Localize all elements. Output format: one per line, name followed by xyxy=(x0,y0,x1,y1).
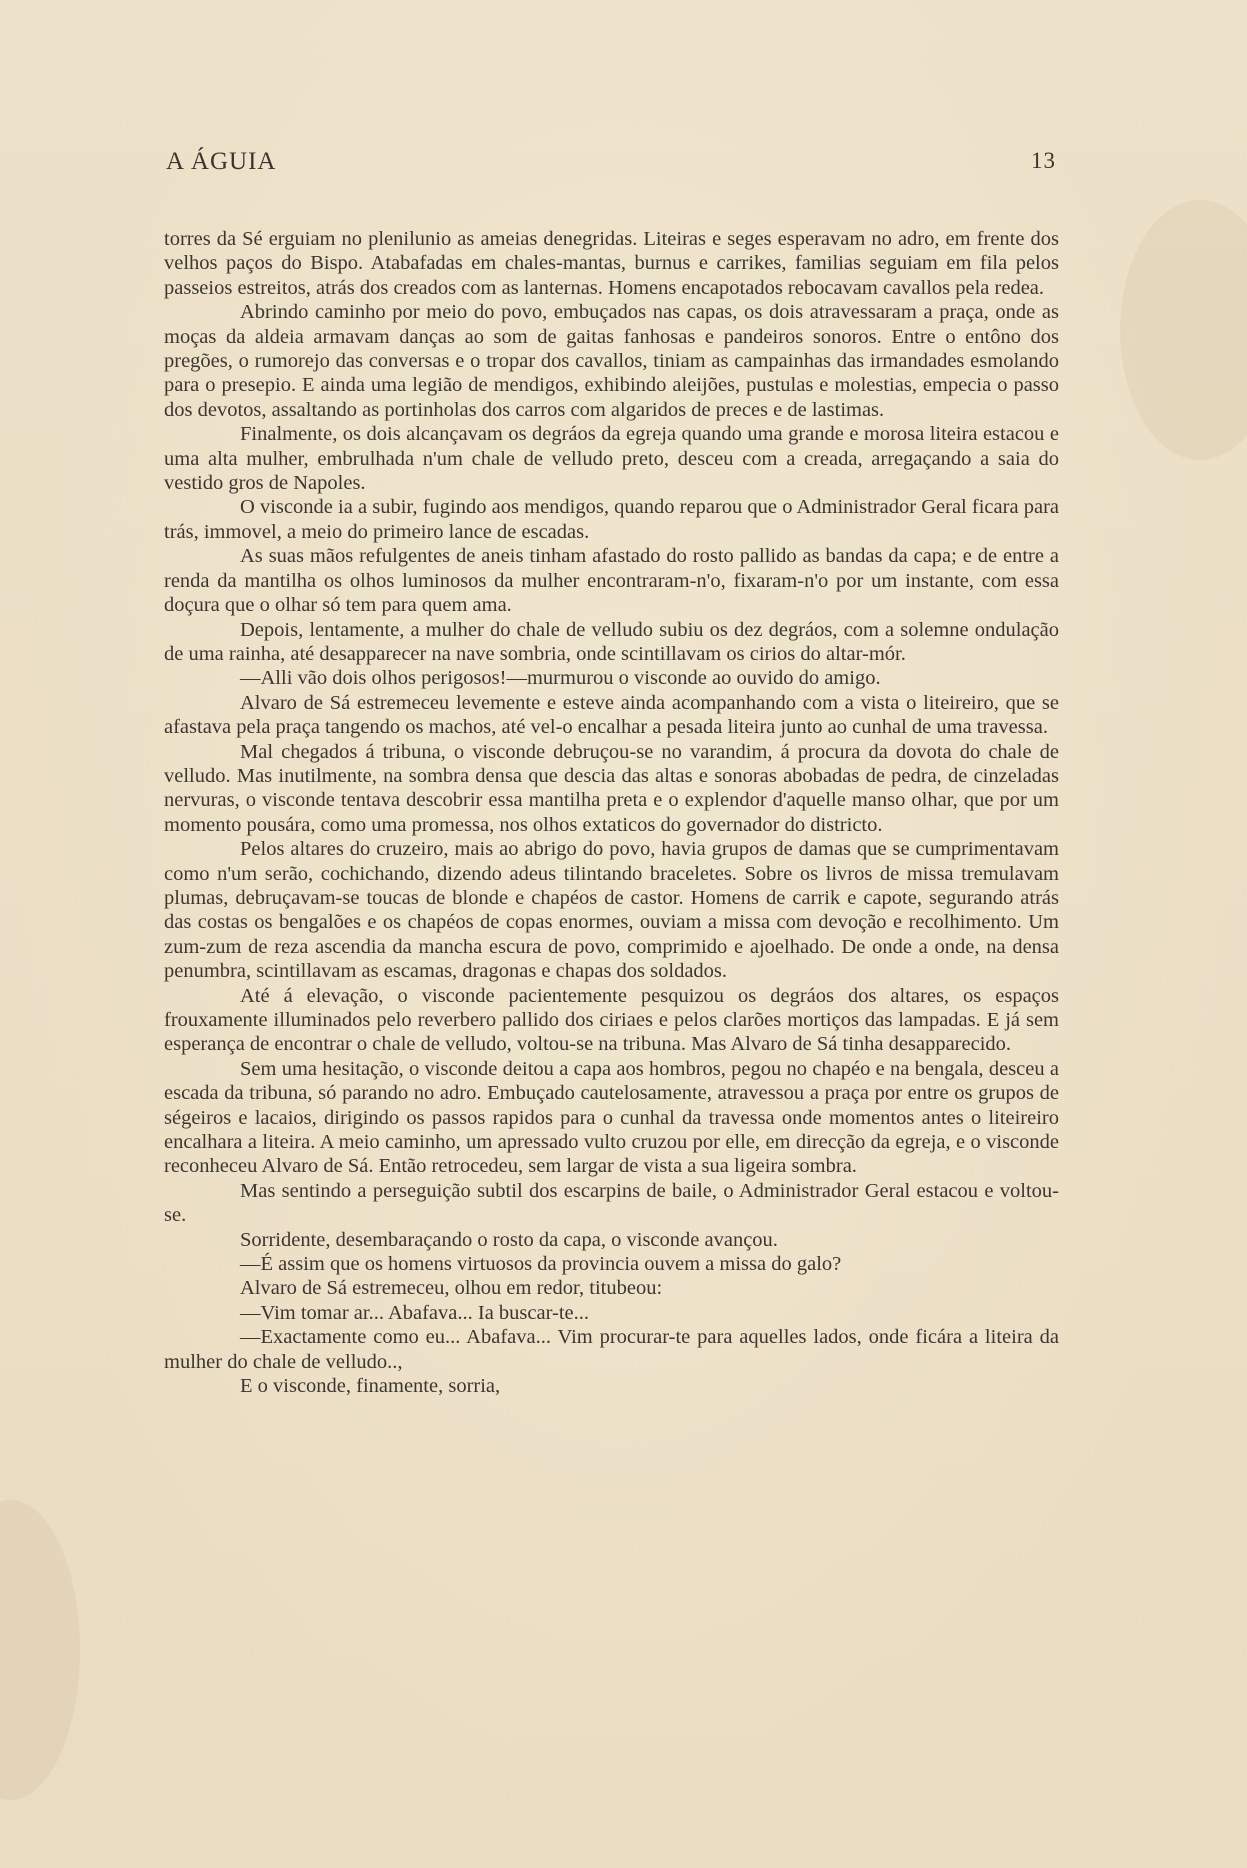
paragraph: torres da Sé erguiam no plenilunio as ameias denegridas. Liteiras e seges esperavam no adro, em frente dos velhos paços do Bispo. Atabafadas em chales-mantas, burnus e carrikes, familias seguiam em fila pelos passeios estreitos, atrás dos creados com as lanternas. Homens encapotados rebocavam cavallos pela redea. xyxy=(164,228,1059,299)
paragraph: —Vim tomar ar... Abafava... Ia buscar-te... xyxy=(240,1301,590,1324)
paragraph: —Alli vão dois olhos perigosos!—murmurou o visconde ao ouvido do amigo. xyxy=(240,667,881,690)
paragraph: Pelos altares do cruzeiro, mais ao abrigo do povo, havia grupos de damas que se cumprimentavam como n'um serão, cochichando, dizendo adeus tilintando braceletes. Sobre os livros de missa tremulavam plumas, debruçavam-se toucas de blonde e chapéos de castor. Homens de carrik e capote, segurando atrás das costas os bengalões e os chapéos de copas enormes, ouviam a missa com devoção e recolhimento. Um zum-zum de reza ascendia da mancha escura de povo, comprimido e ajoelhado. De onde a onde, na densa penumbra, scintillavam as escamas, dragonas e chapas dos soldados. xyxy=(164,838,1059,983)
paragraph: Mal chegados á tribuna, o visconde debruçou-se no varandim, á procura da dovota do chale de velludo. Mas inutilmente, na sombra densa que descia das altas e sonoras abobadas de pedra, de cinzeladas nervuras, o visconde tentava descobrir essa mantilha preta e o explendor d'aquelle manso olhar, que por um momento pousára, como uma promessa, nos olhos extaticos do governador do districto. xyxy=(164,740,1059,836)
paragraph: Depois, lentamente, a mulher do chale de velludo subiu os dez degráos, com a solemne ondulação de uma rainha, até desapparecer na nave sombria, onde scintillavam os cirios do altar-mór. xyxy=(164,618,1059,665)
paper-stain xyxy=(0,1500,80,1800)
paragraph: O visconde ia a subir, fugindo aos mendigos, quando reparou que o Administrador Geral ficara para trás, immovel, a meio do primeiro lance de escadas. xyxy=(164,496,1059,543)
article-body xyxy=(164,227,1059,1399)
paragraph: —Exactamente como eu... Abafava... Vim procurar-te para aquelles lados, onde ficára a liteira da mulher do chale de velludo.., xyxy=(164,1326,1059,1373)
paragraph: E o visconde, finamente, sorria, xyxy=(240,1375,501,1398)
paragraph: —É assim que os homens virtuosos da provincia ouvem a missa do galo? xyxy=(240,1253,842,1276)
paragraph: Mas sentindo a perseguição subtil dos escarpins de baile, o Administrador Geral estacou e voltou-se. xyxy=(164,1179,1059,1227)
paragraph: Sem uma hesitação, o visconde deitou a capa aos hombros, pegou no chapéo e na bengala, desceu a escada da tribuna, só parando no adro. Embuçado cautelosamente, atravessou a praça por entre os grupos de ségeiros e lacaios, dirigindo os passos rapidos para o cunhal da travessa onde momentos antes o liteireiro encalhara a liteira. A meio caminho, um apressado vulto cruzou por elle, em direcção da egreja, e o visconde reconheceu Alvaro de Sá. Então retrocedeu, sem largar de vista a sua ligeira sombra. xyxy=(164,1057,1059,1178)
paragraph: Abrindo caminho por meio do povo, embuçados nas capas, os dois atravessaram a praça, onde as moças da aldeia armavam danças ao som de gaitas fanhosas e pandeiros sonoros. Entre o entôno dos pregões, o rumorejo das conversas e o tropar dos cavallos, tiniam as campainhas das irmandades esmolando para o presepio. E ainda uma legião de mendigos, exhibindo aleijões, pustulas e molestias, empecia o passo dos devotos, assaltando as portinholas dos carros com algaridos de preces e de lastimas. xyxy=(164,301,1059,421)
page-number: 13 xyxy=(1031,148,1056,173)
journal-title: A ÁGUIA xyxy=(166,148,277,175)
paragraph: Alvaro de Sá estremeceu, olhou em redor, titubeou: xyxy=(240,1277,663,1300)
paper-stain xyxy=(1120,200,1247,460)
paragraph: Finalmente, os dois alcançavam os degráos da egreja quando uma grande e morosa liteira estacou e uma alta mulher, embrulhada n'um chale de velludo preto, desceu com a creada, arregaçando a saia do vestido gros de Napoles. xyxy=(164,423,1059,495)
paragraph: Alvaro de Sá estremeceu levemente e esteve ainda acompanhando com a vista o liteireiro, que se afastava pela praça tangendo os machos, até vel-o encalhar a pesada liteira junto ao cunhal de uma travessa. xyxy=(164,691,1059,739)
paragraph: Até á elevação, o visconde pacientemente pesquizou os degráos dos altares, os espaços frouxamente illuminados pelo reverbero pallido dos ciriaes e pelos clarões mortiços das lampadas. E já sem esperança de encontrar o chale de velludo, voltou-se na tribuna. Mas Alvaro de Sá tinha desapparecido. xyxy=(164,984,1059,1056)
paragraph: Sorridente, desembaraçando o rosto da capa, o visconde avançou. xyxy=(240,1228,778,1251)
paragraph: As suas mãos refulgentes de aneis tinham afastado do rosto pallido as bandas da capa; e de entre a renda da mantilha os olhos luminosos da mulher encontraram-n'o, fixaram-n'o por um instante, com essa doçura que o olhar só tem para quem ama. xyxy=(164,545,1059,617)
